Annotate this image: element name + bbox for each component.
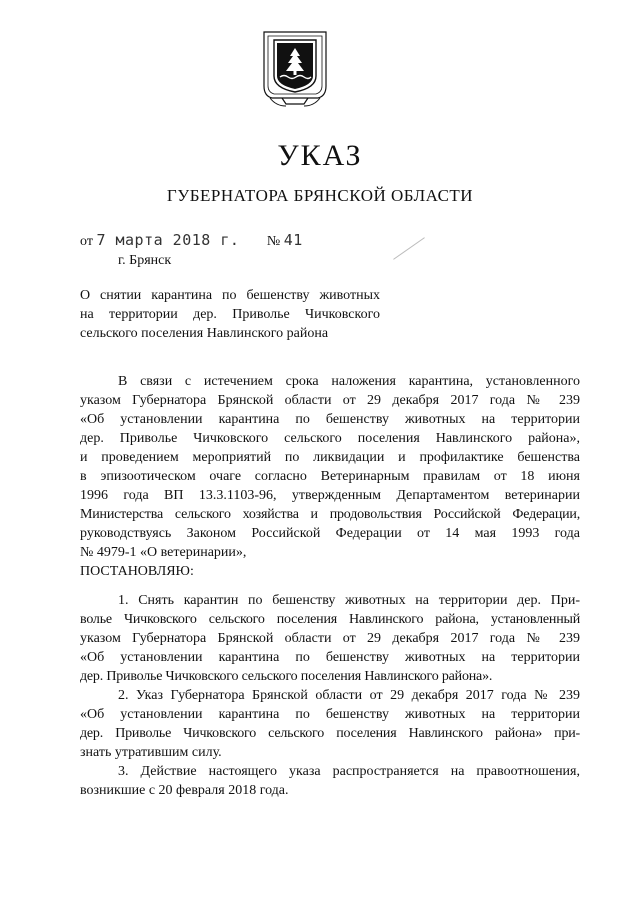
item-line: 1. Снять карантин по бешенству животных на территории дер. При- [118, 593, 580, 608]
preamble-line: «Об установлении карантина по бешенству животных на территории [80, 412, 580, 427]
subject-line: сельского поселения Навлинского района [80, 326, 329, 341]
item-line: возникшие с 20 февраля 2018 года. [80, 783, 289, 798]
number-prefix: № [266, 234, 281, 249]
item-line: «Об установлении карантина по бешенству животных на территории [80, 707, 580, 722]
item-line: «Об установлении карантина по бешенству животных на территории [80, 650, 580, 665]
preamble-line: руководствуясь Законом Российской Федерации от 14 мая 1993 года [80, 526, 580, 541]
item-line: 3. Действие настоящего указа распространяется на правоотношения, [118, 764, 580, 779]
preamble-line: в эпизоотическом очаге согласно Ветеринарным правилам от 18 июня [80, 469, 580, 484]
decree-item-1 [80, 591, 580, 686]
decree-word: ПОСТАНОВЛЯЮ: [80, 564, 194, 579]
preamble [80, 372, 580, 581]
document-number: 41 [283, 231, 303, 249]
subject-line: О снятии карантина по бешенству животных [80, 288, 380, 303]
preamble-line: дер. Приволье Чичковского сельского поселения Навлинского района», [80, 431, 580, 446]
preamble-line: указом Губернатора Брянской области от 29 декабря 2017 года № 239 [80, 393, 580, 408]
item-line: волье Чичковского сельского поселения Навлинского района, установленный [80, 612, 580, 627]
item-line: знать утратившим силу. [80, 745, 222, 760]
decree-item-3 [80, 762, 580, 800]
item-line: 2. Указ Губернатора Брянской области от 29 декабря 2017 года № 239 [118, 688, 580, 703]
document-date: 7 марта 2018 г. [96, 231, 240, 249]
item-line: дер. Приволье Чичковского сельского поселения Навлинского района». [80, 669, 493, 684]
item-line: дер. Приволье Чичковского сельского поселения Навлинского района» при- [80, 726, 580, 741]
document-subtitle: ГУБЕРНАТОРА БРЯНСКОЙ ОБЛАСТИ [166, 186, 474, 205]
item-line: указом Губернатора Брянской области от 29 декабря 2017 года № 239 [80, 631, 580, 646]
preamble-line: 1996 года ВП 13.3.1103-96, утвержденным Департаментом ветеринарии [80, 488, 580, 503]
subject-line: на территории дер. Приволье Чичковского [80, 307, 380, 322]
preamble-line: и проведением мероприятий по ликвидации и профилактике бешенства [80, 450, 580, 465]
document-city: г. Брянск [118, 253, 172, 268]
document-subject [80, 286, 380, 343]
document-body [80, 372, 580, 800]
date-number-line [80, 230, 303, 252]
scan-mark [393, 237, 425, 260]
document-title: УКАЗ [277, 139, 363, 172]
preamble-line: В связи с истечением срока наложения карантина, установленного [118, 374, 580, 389]
date-prefix: от [80, 234, 93, 249]
coat-of-arms-icon [262, 26, 328, 108]
preamble-line: Министерства сельского хозяйства и продовольствия Российской Федерации, [80, 507, 580, 522]
decree-item-2 [80, 686, 580, 762]
preamble-line: № 4979-1 «О ветеринарии», [80, 545, 247, 560]
